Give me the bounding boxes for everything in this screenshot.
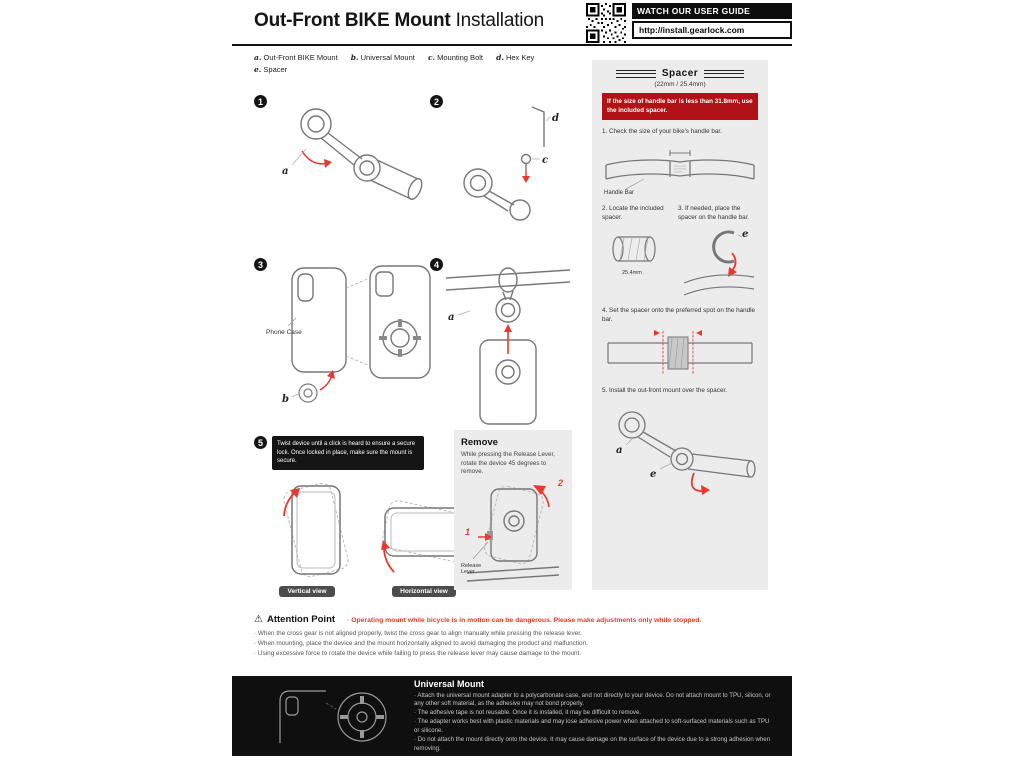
attention-header <box>254 614 774 625</box>
part-c-label: Mounting Bolt <box>437 53 483 62</box>
spacer-warning: If the size of handle bar is less than 31.8mm, use the included spacer. <box>602 93 758 120</box>
part-d-label: Hex Key <box>505 53 535 62</box>
part-label-d: d <box>552 113 559 124</box>
header-divider <box>232 44 792 46</box>
attention-bullet-2: · When mounting, place the device and the mount horizontally aligned to avoid damaging the product and malfunction. <box>254 639 588 647</box>
spacer-step-4: 4. Set the spacer onto the preferred spot on the handle bar. <box>602 307 755 323</box>
step-4 <box>430 258 570 430</box>
guide-url: http://install.gearlock.com <box>632 21 792 39</box>
handlebar-illustration <box>602 139 758 197</box>
attention-bullets <box>254 629 774 659</box>
step-1 <box>254 95 429 217</box>
user-guide-links <box>632 3 792 39</box>
step-3 <box>254 258 439 414</box>
universal-bullet-2: · The adhesive tape is not reusable. Once it is installed, it may be difficult to remove. <box>414 709 642 717</box>
spacer-cylinder-illustration <box>602 225 672 279</box>
remove-illustration-wrap <box>461 478 565 590</box>
spacer-title-row <box>602 68 758 79</box>
warning-icon: ⚠ <box>254 614 263 625</box>
spacer-step-3: 3. If needed, place the spacer on the handle bar. <box>678 205 750 221</box>
attention-bullet-3: · Using excessive force to rotate the device while failing to press the release lever may cause damage to the mount. <box>254 649 582 657</box>
part-d <box>496 53 534 62</box>
part-b-label: Universal Mount <box>360 53 415 62</box>
handle-bar-label: Handle Bar <box>604 190 635 197</box>
phone-case-label: Phone Case <box>266 329 302 336</box>
step-4-illustration <box>442 262 574 430</box>
spacer-position-illustration <box>602 327 758 379</box>
remove-step-1-number: 1 <box>465 527 471 538</box>
attention-bullet-1: · When the cross gear is not aligned properly, twist the cross gear to align manually while pressing the release lever. <box>254 630 582 637</box>
step-3-illustration <box>266 262 438 414</box>
universal-mount-panel <box>232 676 792 756</box>
step-5 <box>254 436 454 597</box>
step-1-number: 1 <box>254 95 267 108</box>
remove-panel <box>454 430 572 590</box>
part-c <box>428 53 483 62</box>
spacer-title: Spacer <box>661 68 699 79</box>
spacer-panel <box>592 60 768 590</box>
remove-title: Remove <box>461 437 498 448</box>
deco-lines-left-icon <box>616 70 656 78</box>
vertical-view-illustration <box>272 482 354 582</box>
watch-guide-banner: WATCH OUR USER GUIDE <box>632 3 792 19</box>
page-title-rest: Installation <box>450 10 545 31</box>
spacer-step-2: 2. Locate the included spacer. <box>602 205 664 221</box>
spacer-steps-2-3-row <box>602 197 758 299</box>
step-2 <box>430 95 570 221</box>
remove-body: While pressing the Release Lever, rotate the device 45 degrees to remove. <box>461 451 555 476</box>
step-2-illustration <box>442 99 572 221</box>
page-title <box>254 10 544 32</box>
spacer-step-3-column <box>678 197 758 299</box>
spacer-size-label: 25.4mm <box>622 270 642 277</box>
part-e-label: Spacer <box>263 65 288 74</box>
step-2-number: 2 <box>430 95 443 108</box>
parts-list <box>254 52 599 76</box>
attention-warning: · Operating mount while bicycle is in motion can be dangerous. Please make adjustments only while stopped. <box>347 617 702 624</box>
part-label-a2: a <box>448 312 455 323</box>
horizontal-view-badge: Horizontal view <box>392 586 456 597</box>
release-lever-label: Release Lever <box>461 562 482 576</box>
spacer-step-5: 5. Install the out-front mount over the spacer. <box>602 387 727 395</box>
part-a-key: a. <box>254 53 262 62</box>
part-label-a: a <box>282 166 289 177</box>
part-label-b: b <box>282 394 289 405</box>
universal-bullet-3: · The adapter works best with plastic materials and may lose adhesive power when attached to soft-surfaced materials such as TPU or silicone. <box>414 718 770 734</box>
part-e <box>254 65 287 74</box>
step-3-number: 3 <box>254 258 267 271</box>
part-label-e2: e <box>650 468 657 480</box>
universal-mount-title: Universal Mount <box>414 678 485 689</box>
vertical-view-column <box>260 478 354 597</box>
view-illustrations <box>260 478 454 597</box>
spacer-on-bar-illustration <box>678 225 758 299</box>
attention-section <box>254 614 774 659</box>
remove-step-2-number: 2 <box>557 478 563 489</box>
qr-code-icon <box>586 3 626 43</box>
universal-bullet-1: · Attach the universal mount adapter to a polycarbonate case, and not directly to your device. Do not attach mount to TPU, silicon, or any other soft material, as the adhesive may not bond properly. <box>414 691 771 708</box>
part-label-c: c <box>542 155 549 166</box>
vertical-view-badge: Vertical view <box>279 586 334 597</box>
step-4-number: 4 <box>430 258 443 271</box>
universal-mount-illustration <box>272 683 402 749</box>
step-1-illustration <box>266 99 426 217</box>
deco-lines-right-icon <box>704 70 744 78</box>
part-a-label: Out-Front BIKE Mount <box>263 53 338 62</box>
part-d-key: d. <box>496 53 504 62</box>
part-label-e: e <box>742 229 749 241</box>
page-title-bold: Out-Front BIKE Mount <box>254 10 451 31</box>
universal-bullet-4: · Do not attach the mount directly onto the device. It may cause damage on the surface of the device due to a strong adhesion when removing. <box>414 735 771 752</box>
universal-mount-bullets <box>414 692 776 754</box>
mount-over-spacer-illustration <box>602 399 758 505</box>
part-b-key: b. <box>350 53 359 62</box>
spacer-sizes: (22mm / 25.4mm) <box>654 81 706 88</box>
lock-note: Twist device until a click is heard to ensure a secure lock. Once locked in place, make sure the mount is secure. <box>272 436 424 470</box>
manual-sheet <box>232 0 792 768</box>
spacer-step-1: 1. Check the size of your bike's handle bar. <box>602 127 722 135</box>
attention-title: Attention Point <box>266 614 336 625</box>
part-c-key: c. <box>427 53 436 62</box>
part-e-key: e. <box>254 65 262 74</box>
spacer-step-2-column <box>602 197 672 299</box>
part-label-a3: a <box>616 444 623 456</box>
universal-mount-text <box>414 679 776 754</box>
part-a <box>254 53 338 62</box>
step-5-number: 5 <box>254 436 267 449</box>
part-b <box>351 53 415 62</box>
